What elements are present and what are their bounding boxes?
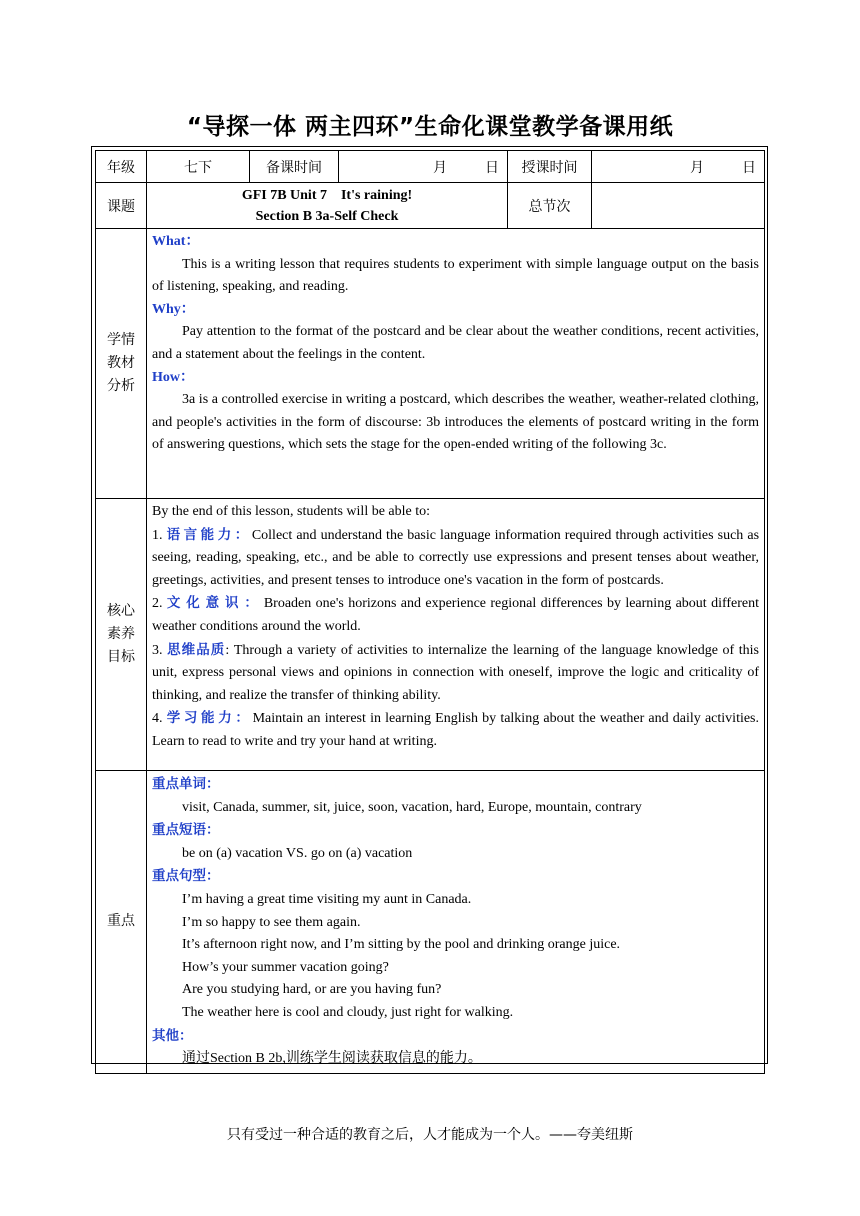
teach-time-label: 授课时间 [508,151,592,183]
what-text: This is a writing lesson that requires students to experiment with simple language output on the basis of listening, speaking, and reading. [152,256,759,295]
how-heading: How： [152,369,194,385]
goal-item-4: 4. 学习能力：Maintain an interest in learning English by talking about the weather and daily activities. Learn to read to write and try your hand at writing. [152,710,760,749]
goals-label: 核心 素养 目标 [96,499,147,771]
sentence-item: I’m having a great time visiting my aunt in Canada. [182,891,472,907]
grade-label: 年级 [96,151,147,183]
phrases-text: be on (a) vacation VS. go on (a) vacation [182,845,413,861]
lesson-plan-table [95,150,765,1074]
prep-day: 日 [485,159,499,176]
prep-time-label: 备课时间 [250,151,339,183]
topic-line-1: GFI 7B Unit 7 It's raining! [241,187,413,203]
sentence-item: How’s your summer vacation going? [182,959,389,975]
keypoints-row [96,771,765,1074]
words-heading: 重点单词： [152,776,220,792]
keypoints-content [147,771,765,1074]
phrases-heading: 重点短语： [152,822,220,839]
teach-month: 月 [690,159,704,176]
grade-value: 七下 [147,151,250,183]
goal-item-2: 2. 文化意识：Broaden one's horizons and experience regional differences by learning about different weather conditions around the world. [152,595,760,634]
sentence-item: I’m so happy to see them again. [182,914,361,930]
words-text: visit, Canada, summer, sit, juice, soon, vacation, hard, Europe, mountain, contrary [182,799,642,815]
goal-item-1: 1. 语言能力：Collect and understand the basic language information required through activities such as seeing, reading, speaking, etc., and be able to correctly use expressions and present tenses about weather, greetings, activities, and present tenses to introduce one's vacation in the form of postcards. [152,526,760,588]
page-title: “导探一体 两主四环”生命化课堂教学备课用纸 [186,114,674,140]
analysis-content [147,229,765,499]
topic-line-2: Section B 3a-Self Check [255,208,399,224]
goal-item-3: 3. 思维品质: Through a variety of activities to internalize the learning of the language knowledge of this unit, express personal views and opinions in connection with oneself, improve the logic and criticality of thinking, and realize the transfer of thinking ability. [152,641,759,703]
sentence-item: The weather here is cool and cloudy, just right for walking. [182,1004,514,1020]
goals-content [147,499,765,771]
other-text: 通过Section B 2b,训练学生阅读获取信息的能力。 [182,1051,482,1067]
how-text: 3a is a controlled exercise in writing a postcard, which describes the weather, weather-related clothing, and people's activities in the form of discourse: 3b introduces the elements of postcard writing in the form of answering questions, which sets the stage for the open-ended writing of the following 3c. [152,392,759,453]
total-sessions-label: 总节次 [508,183,592,229]
analysis-row [96,229,765,499]
other-heading: 其他： [152,1027,193,1044]
header-row [96,151,765,183]
keypoints-label: 重点 [96,771,147,1074]
goals-row [96,499,765,771]
sentence-item: It’s afternoon right now, and I’m sitting by the pool and drinking orange juice. [182,937,621,953]
why-heading: Why： [152,301,195,317]
analysis-label: 学情 教材 分析 [96,229,147,499]
topic-value [147,183,508,229]
goals-intro: By the end of this lesson, students will be able to: [152,504,431,519]
why-text: Pay attention to the format of the postcard and be clear about the weather conditions, recent activities, and a statement about the feelings in the content. [152,324,759,362]
footer-quote: 只有受过一种合适的教育之后，人才能成为一个人。——夸美纽斯 [227,1127,633,1143]
teach-date [592,151,765,183]
what-heading: What： [152,234,200,249]
topic-row [96,183,765,229]
prep-date [339,151,508,183]
prep-month: 月 [433,159,447,176]
sentence-item: Are you studying hard, or are you having fun? [182,982,442,998]
teach-day: 日 [742,159,756,176]
total-sessions-value [592,183,765,229]
sentences-heading: 重点句型： [152,868,220,885]
topic-label: 课题 [96,183,147,229]
